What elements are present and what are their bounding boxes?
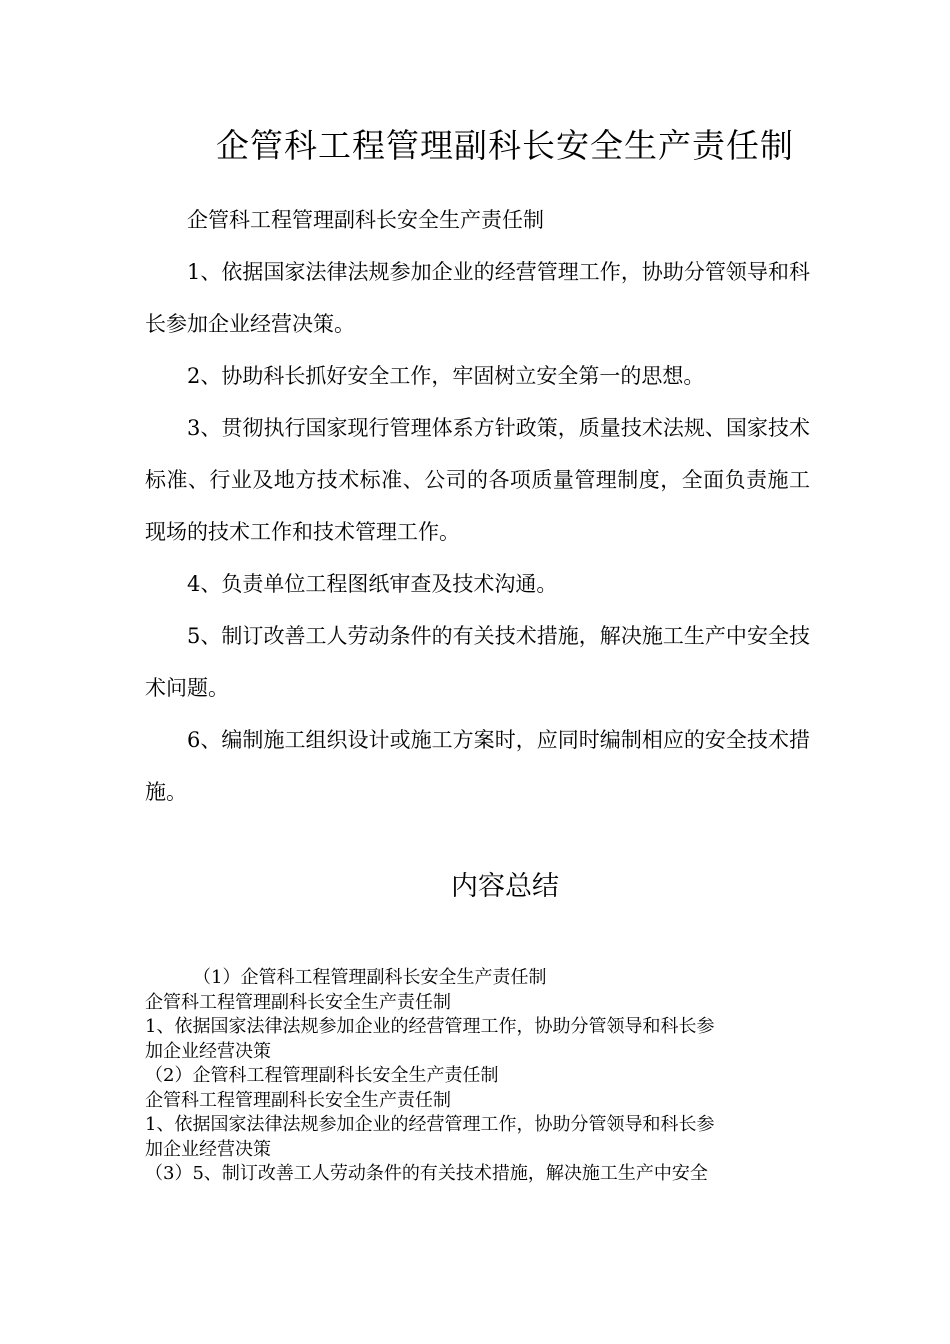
summary-title: 内容总结 [451, 871, 559, 902]
summary-line: （3）5、制订改善工人劳动条件的有关技术措施，解决施工生产中安全 [145, 1163, 708, 1184]
summary-line: 加企业经营决策 [145, 1138, 271, 1160]
body-paragraph: 企管科工程管理副科长安全生产责任制 [187, 208, 544, 232]
body-paragraph: 4、负责单位工程图纸审查及技术沟通。 [187, 572, 558, 596]
summary-line: （1）企管科工程管理副科长安全生产责任制 [193, 967, 547, 988]
summary-line: 加企业经营决策 [145, 1040, 271, 1062]
body-paragraph: 3、贯彻执行国家现行管理体系方针政策，质量技术法规、国家技术标准、行业及地方技术标准、公司的各项质量管理制度，全面负责施工现场的技术工作和技术管理工作。 [145, 416, 810, 544]
summary-line: 企管科工程管理副科长安全生产责任制 [145, 991, 451, 1013]
document-body [145, 194, 810, 818]
summary-line: 1、依据国家法律法规参加企业的经营管理工作，协助分管领导和科长参 [145, 1114, 715, 1135]
summary-line: 1、依据国家法律法规参加企业的经营管理工作，协助分管领导和科长参 [145, 1016, 715, 1037]
document-title: 企管科工程管理副科长安全生产责任制 [216, 126, 794, 165]
body-paragraph: 6、编制施工组织设计或施工方案时，应同时编制相应的安全技术措施。 [145, 728, 810, 804]
summary-line: 企管科工程管理副科长安全生产责任制 [145, 1089, 451, 1111]
summary-section [145, 966, 805, 1187]
body-paragraph: 1、依据国家法律法规参加企业的经营管理工作，协助分管领导和科长参加企业经营决策。 [145, 260, 810, 336]
body-paragraph: 2、协助科长抓好安全工作，牢固树立安全第一的思想。 [187, 364, 705, 388]
body-paragraph: 5、制订改善工人劳动条件的有关技术措施，解决施工生产中安全技术问题。 [145, 624, 810, 700]
summary-line: （2）企管科工程管理副科长安全生产责任制 [145, 1065, 499, 1086]
